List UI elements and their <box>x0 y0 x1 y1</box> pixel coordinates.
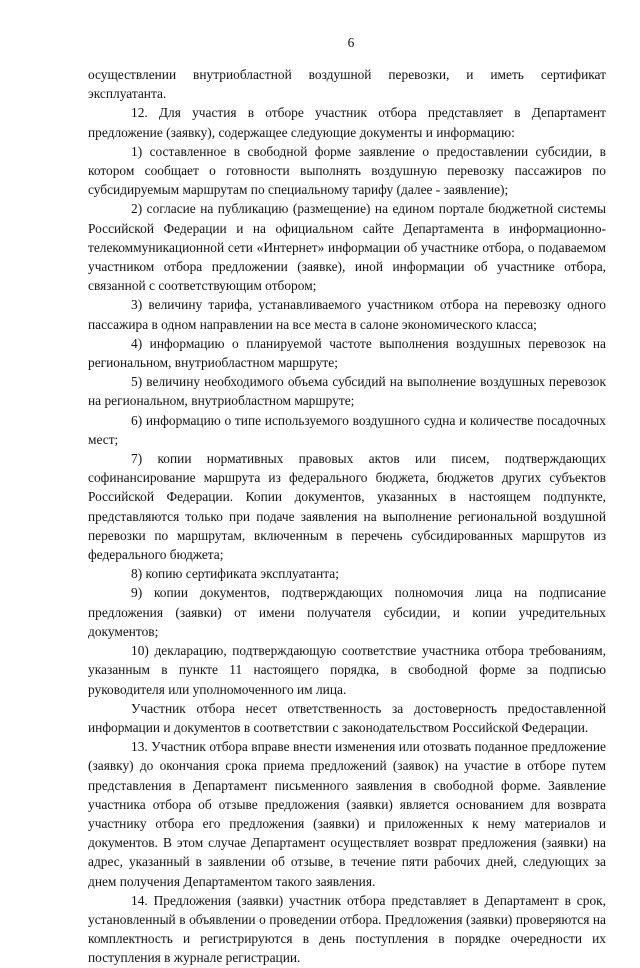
document-body <box>88 65 606 968</box>
paragraph: 10) декларацию, подтверждающую соответствие участника отбора требованиям, указанным в пункте 11 настоящего порядка, в свободной форме за подписью руководителя или уполномоченного им лица. <box>88 643 606 697</box>
paragraph: 3) величину тарифа, устанавливаемого участником отбора на перевозку одного пассажира в одном направлении на все места в салоне экономического класса; <box>88 297 606 332</box>
paragraph: 6) информацию о типе используемого воздушного судна и количестве посадочных мест; <box>88 412 606 447</box>
paragraph: Участник отбора несет ответственность за достоверность предоставленной информации и документов в соответствии с законодательством Российской Федерации. <box>88 700 606 735</box>
paragraph: 8) копию сертификата эксплуатанта; <box>131 566 339 582</box>
paragraph: 12. Для участия в отборе участник отбора представляет в Департамент предложение (заявку), содержащее следующие документы и информацию: <box>88 105 606 140</box>
paragraph: 4) информацию о планируемой частоте выполнения воздушных перевозок на региональном, внутриобластном маршруте; <box>88 335 606 371</box>
page-number: 6 <box>347 35 355 50</box>
paragraph: 9) копии документов, подтверждающих полномочия лица на подписание предложения (заявки) от имени получателя субсидии, и копии учредительных документов; <box>88 585 606 639</box>
paragraph: осуществлении внутриобластной воздушной перевозки, и иметь сертификат эксплуатанта. <box>88 67 606 102</box>
paragraph: 1) составленное в свободной форме заявление о предоставлении субсидии, в котором сообщает о готовности выполнять воздушную перевозку пассажиров по субсидируемым маршрутам по специальному тарифу (далее - заявление); <box>88 143 606 198</box>
paragraph: 2) согласие на публикацию (размещение) на едином портале бюджетной системы Российской Федерации и на официальном сайте Департамента в информационно-телекоммуникационной сети «Интернет» информации об участнике отбора, о подаваемом участником отбора предложении (заявке), иной информации об участнике отбора, связанной с соответствующим отбором; <box>88 201 606 294</box>
paragraph: 14. Предложения (заявки) участник отбора представляет в Департамент в срок, установленный в объявлении о проведении отбора. Предложения (заявки) проверяются на комплектность и регистрируются в день поступления в порядке очередности их поступления в журнале регистрации. <box>88 892 606 966</box>
paragraph: 13. Участник отбора вправе внести изменения или отозвать поданное предложение (заявку) до окончания срока приема предложений (заявок) на участие в отборе путем представления в Департамент письменного заявления в свободной форме. Заявление участника отбора об отзыве предложения (заявки) является основанием для возврата участнику отбора его предложения (заявки) и приложенных к нему материалов и документов. В этом случае Департамент осуществляет возврат предложения (заявки) на адрес, указанный в заявлении об отзыве, в течение пяти рабочих дней, следующих за днем получения Департаментом такого заявления. <box>88 739 606 889</box>
paragraph: 7) копии нормативных правовых актов или писем, подтверждающих софинансирование маршрута из федерального бюджета, бюджетов других субъектов Российской Федерации. Копии документов, указанных в настоящем подпункте, представляются только при подаче заявления на выполнение региональной воздушной перевозки по маршрутам, включенным в перечень субсидированных маршрутов из федерального бюджета; <box>88 451 606 563</box>
paragraph: 5) величину необходимого объема субсидий на выполнение воздушных перевозок на региональном, внутриобластном маршруте; <box>88 374 606 409</box>
